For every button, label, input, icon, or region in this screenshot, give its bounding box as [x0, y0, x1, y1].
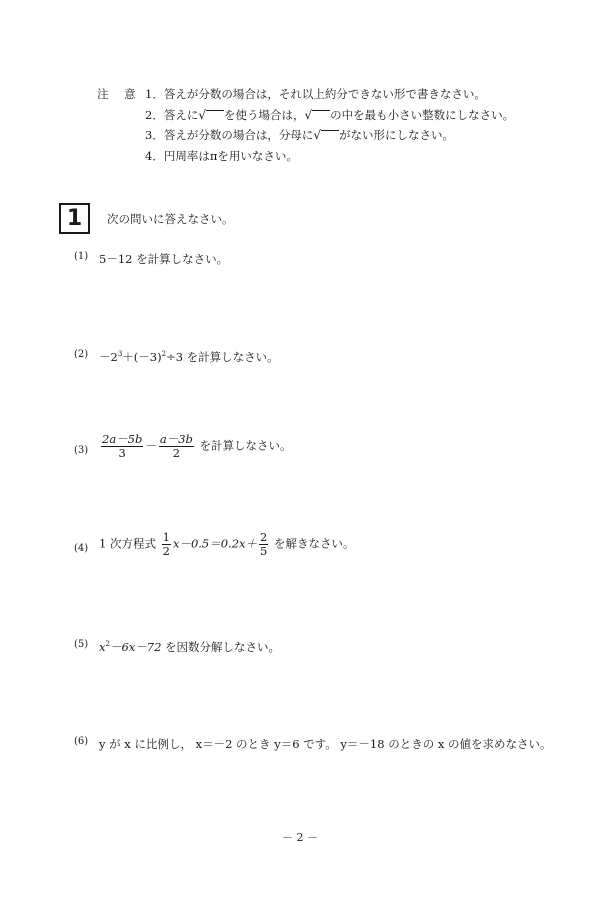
section-title: 次の問いに答えなさい。	[107, 212, 234, 226]
section-number-box: 1	[59, 203, 90, 234]
fraction-1: $\frac{1}{2}$	[162, 530, 170, 558]
notes-label: 注 意	[97, 87, 142, 101]
question-5: $x^2-6x-72$ を因数分解しなさい。	[99, 640, 281, 654]
note-2: 2．答えに√ を使う場合は，√ の中を最も小さい整数にしなさい。	[145, 108, 515, 122]
question-3-number: (3)	[74, 445, 89, 456]
sqrt-symbol: √	[198, 108, 206, 122]
question-2: $-2^3+(-3)^2\div 3$ を計算しなさい。	[99, 350, 279, 364]
question-1: 5－12 を計算しなさい。	[99, 252, 229, 266]
note-3: 3．答えが分数の場合は，分母に√ がない形にしなさい。	[145, 128, 454, 142]
question-6-number: (6)	[74, 736, 89, 747]
fraction-1: $\frac{2a-5b}{3}$	[102, 432, 143, 460]
question-3: $\frac{2a-5b}{3}$ － $\frac{a-3b}{2}$ を計算しなさい。	[102, 432, 292, 460]
fraction-2: $\frac{a-3b}{2}$	[159, 432, 193, 460]
question-2-number: (2)	[74, 349, 89, 360]
fraction-2: $\frac{2}{5}$	[260, 530, 268, 558]
note-4: 4．円周率はπを用いなさい。	[145, 149, 298, 163]
question-4-number: (4)	[74, 543, 89, 554]
question-1-number: (1)	[74, 251, 89, 262]
question-5-number: (5)	[74, 639, 89, 650]
note-1: 1．答えが分数の場合は，それ以上約分できない形で書きなさい。	[145, 87, 486, 101]
question-6: y が x に比例し， x＝－2 のとき y＝6 です。 y＝－18 のときの x の値を求めなさい。	[99, 737, 552, 751]
question-4: 1 次方程式 $\frac{1}{2}$ x－0.5＝0.2x＋ $\frac{2}{5}$ を解きなさい。	[99, 530, 355, 558]
page-number: － 2 －	[282, 831, 318, 844]
